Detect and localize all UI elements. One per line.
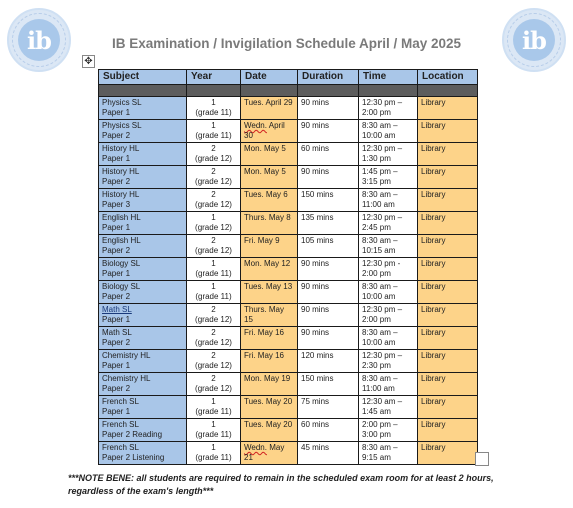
grade-value: (grade 12) (195, 200, 232, 209)
subject-name: History HL (102, 167, 140, 176)
date-value: Tues. May 20 (244, 397, 293, 406)
location-value: Library (421, 98, 446, 107)
year-cell (187, 350, 241, 373)
subject-cell (99, 373, 187, 396)
time-value: 8:30 am – 11:00 am (362, 374, 398, 393)
year-value: 1 (211, 420, 216, 429)
header-band-row (99, 85, 478, 97)
location-cell (418, 235, 478, 258)
year-cell (187, 212, 241, 235)
table-row (99, 212, 478, 235)
date-cell (241, 396, 298, 419)
location-value: Library (421, 351, 446, 360)
duration-value: 60 mins (301, 420, 330, 429)
subject-name: French SL (102, 443, 139, 452)
location-value: Library (421, 190, 446, 199)
subject-cell (99, 166, 187, 189)
date-cell (241, 166, 298, 189)
grade-value: (grade 11) (195, 108, 232, 117)
subject-paper: Paper 1 (102, 108, 131, 117)
duration-value: 90 mins (301, 305, 330, 314)
band-cell (241, 85, 298, 97)
year-cell (187, 258, 241, 281)
date-cell (241, 327, 298, 350)
duration-value: 90 mins (301, 121, 330, 130)
location-value: Library (421, 305, 446, 314)
time-value: 12:30 pm – 2:45 pm (362, 213, 403, 232)
table-row (99, 350, 478, 373)
grade-value: (grade 12) (195, 338, 232, 347)
duration-value: 90 mins (301, 328, 330, 337)
table-row (99, 235, 478, 258)
time-value: 12:30 pm - 2:00 pm (362, 259, 401, 278)
time-value: 12:30 pm – 1:30 pm (362, 144, 403, 163)
table-row (99, 189, 478, 212)
band-cell (418, 85, 478, 97)
time-cell (359, 189, 418, 212)
year-cell (187, 97, 241, 120)
year-cell (187, 143, 241, 166)
spellcheck-word: Wedn. (244, 121, 267, 130)
duration-cell (298, 258, 359, 281)
grade-value: (grade 12) (195, 246, 232, 255)
subject-name: English HL (102, 236, 141, 245)
date-cell (241, 120, 298, 143)
time-cell (359, 281, 418, 304)
grade-value: (grade 11) (195, 430, 232, 439)
table-header-row (99, 70, 478, 85)
table-row (99, 166, 478, 189)
year-value: 1 (211, 121, 216, 130)
subject-name: Math SL (102, 328, 132, 337)
date-value: Mon. May 12 (244, 259, 291, 268)
subject-paper: Paper 2 Reading (102, 430, 163, 439)
table-row (99, 442, 478, 465)
year-value: 2 (211, 236, 216, 245)
table-row (99, 97, 478, 120)
date-value: Tues. May 6 (244, 190, 288, 199)
subject-name: English HL (102, 213, 141, 222)
date-cell (241, 350, 298, 373)
subject-paper: Paper 2 (102, 246, 131, 255)
subject-paper: Paper 2 Listening (102, 453, 165, 462)
duration-value: 90 mins (301, 167, 330, 176)
subject-name: French SL (102, 397, 139, 406)
date-value: Mon. May 19 (244, 374, 291, 383)
date-value: Fri. May 16 (244, 351, 285, 360)
subject-paper: Paper 1 (102, 223, 131, 232)
duration-value: 90 mins (301, 98, 330, 107)
subject-cell (99, 396, 187, 419)
date-cell (241, 281, 298, 304)
subject-cell (99, 327, 187, 350)
time-value: 8:30 am – 10:00 am (362, 282, 398, 301)
time-cell (359, 97, 418, 120)
header-duration: Duration (298, 70, 359, 85)
location-value: Library (421, 121, 446, 130)
grade-value: (grade 11) (195, 407, 232, 416)
year-cell (187, 120, 241, 143)
table-row (99, 258, 478, 281)
year-value: 2 (211, 305, 216, 314)
year-value: 2 (211, 144, 216, 153)
ib-logo-mark: ib (18, 19, 60, 61)
time-cell (359, 373, 418, 396)
date-cell (241, 373, 298, 396)
year-cell (187, 189, 241, 212)
date-value: Tues. May 20 (244, 420, 293, 429)
year-value: 1 (211, 98, 216, 107)
location-cell (418, 166, 478, 189)
grade-value: (grade 11) (195, 453, 232, 462)
subject-cell (99, 258, 187, 281)
subject-paper: Paper 1 (102, 407, 131, 416)
band-cell (359, 85, 418, 97)
location-value: Library (421, 259, 446, 268)
document-title: IB Examination / Invigilation Schedule April / May 2025 (111, 36, 462, 51)
location-cell (418, 143, 478, 166)
time-cell (359, 120, 418, 143)
location-value: Library (421, 374, 446, 383)
table-row (99, 281, 478, 304)
location-value: Library (421, 420, 446, 429)
duration-value: 105 mins (301, 236, 334, 245)
time-value: 12:30 am – 1:45 am (362, 397, 403, 416)
duration-value: 75 mins (301, 397, 330, 406)
subject-cell (99, 442, 187, 465)
date-value: Wedn. May 21 (244, 443, 285, 462)
duration-value: 120 mins (301, 351, 334, 360)
subject-name: Biology SL (102, 259, 141, 268)
duration-value: 90 mins (301, 282, 330, 291)
subject-name: Chemistry HL (102, 374, 151, 383)
date-value: Mon. May 5 (244, 144, 286, 153)
year-value: 1 (211, 282, 216, 291)
subject-paper: Paper 1 (102, 361, 131, 370)
footnote: ***NOTE BENE: all students are required to remain in the scheduled exam room for at least 2 hours, regardless of the exam's length*** (68, 473, 494, 496)
band-cell (298, 85, 359, 97)
subject-name: Physics SL (102, 98, 142, 107)
table-row (99, 396, 478, 419)
table-row (99, 143, 478, 166)
subject-cell (99, 212, 187, 235)
location-value: Library (421, 282, 446, 291)
location-cell (418, 396, 478, 419)
year-cell (187, 442, 241, 465)
year-value: 2 (211, 374, 216, 383)
time-value: 1:45 pm – 3:15 pm (362, 167, 398, 186)
subject-name[interactable]: Math SL (102, 305, 132, 314)
location-cell (418, 212, 478, 235)
year-cell (187, 281, 241, 304)
year-value: 2 (211, 190, 216, 199)
duration-cell (298, 304, 359, 327)
table-row (99, 373, 478, 396)
time-cell (359, 304, 418, 327)
subject-paper: Paper 1 (102, 154, 131, 163)
location-cell (418, 258, 478, 281)
date-cell (241, 419, 298, 442)
subject-name: History HL (102, 144, 140, 153)
time-cell (359, 350, 418, 373)
duration-cell (298, 235, 359, 258)
time-cell (359, 419, 418, 442)
time-value: 8:30 am – 10:00 am (362, 328, 398, 347)
location-cell (418, 281, 478, 304)
duration-value: 45 mins (301, 443, 330, 452)
subject-paper: Paper 1 (102, 315, 131, 324)
duration-cell (298, 97, 359, 120)
time-value: 12:30 pm – 2:00 pm (362, 98, 403, 117)
duration-value: 150 mins (301, 374, 334, 383)
date-cell (241, 143, 298, 166)
duration-cell (298, 166, 359, 189)
ib-logo-mark: ib (513, 19, 555, 61)
subject-cell (99, 189, 187, 212)
grade-value: (grade 12) (195, 315, 232, 324)
date-value: Tues. May 13 (244, 282, 293, 291)
time-value: 8:30 am – 9:15 am (362, 443, 398, 462)
date-cell (241, 97, 298, 120)
subject-cell (99, 419, 187, 442)
subject-cell (99, 120, 187, 143)
subject-name: Physics SL (102, 121, 142, 130)
band-cell (99, 85, 187, 97)
year-value: 2 (211, 351, 216, 360)
location-cell (418, 327, 478, 350)
year-value: 1 (211, 443, 216, 452)
time-value: 8:30 am – 10:00 am (362, 121, 398, 140)
duration-value: 135 mins (301, 213, 334, 222)
table-row (99, 120, 478, 143)
location-cell (418, 189, 478, 212)
date-value: Fri. May 9 (244, 236, 280, 245)
duration-cell (298, 419, 359, 442)
year-value: 1 (211, 397, 216, 406)
location-value: Library (421, 236, 446, 245)
duration-cell (298, 373, 359, 396)
duration-value: 60 mins (301, 144, 330, 153)
time-cell (359, 166, 418, 189)
duration-cell (298, 350, 359, 373)
duration-cell (298, 189, 359, 212)
location-cell (418, 442, 478, 465)
year-cell (187, 235, 241, 258)
year-cell (187, 419, 241, 442)
table-move-handle-icon[interactable]: ✥ (82, 55, 95, 68)
subject-name: French SL (102, 420, 139, 429)
duration-cell (298, 212, 359, 235)
time-cell (359, 442, 418, 465)
location-cell (418, 120, 478, 143)
location-cell (418, 350, 478, 373)
date-value: Thurs. May 8 (244, 213, 291, 222)
exam-schedule-table (98, 69, 478, 465)
year-cell (187, 396, 241, 419)
subject-cell (99, 350, 187, 373)
time-value: 12:30 pm – 2:00 pm (362, 305, 403, 324)
grade-value: (grade 12) (195, 384, 232, 393)
header-date: Date (241, 70, 298, 85)
grade-value: (grade 12) (195, 177, 232, 186)
date-cell (241, 189, 298, 212)
grade-value: (grade 12) (195, 223, 232, 232)
subject-paper: Paper 2 (102, 131, 131, 140)
subject-name: Biology SL (102, 282, 141, 291)
subject-name: History HL (102, 190, 140, 199)
location-value: Library (421, 167, 446, 176)
location-cell (418, 419, 478, 442)
time-value: 8:30 am – 11:00 am (362, 190, 398, 209)
date-value: Mon. May 5 (244, 167, 286, 176)
date-cell (241, 258, 298, 281)
band-cell (187, 85, 241, 97)
location-cell (418, 97, 478, 120)
table-resize-handle-icon[interactable] (475, 452, 489, 466)
subject-name: Chemistry HL (102, 351, 151, 360)
year-cell (187, 373, 241, 396)
time-value: 12:30 pm – 2:30 pm (362, 351, 403, 370)
table-row (99, 304, 478, 327)
grade-value: (grade 12) (195, 361, 232, 370)
location-value: Library (421, 328, 446, 337)
date-value: Thurs. May 15 (244, 305, 285, 324)
duration-cell (298, 442, 359, 465)
time-value: 2:00 pm – 3:00 pm (362, 420, 398, 439)
year-cell (187, 327, 241, 350)
time-cell (359, 143, 418, 166)
year-cell (187, 166, 241, 189)
location-cell (418, 373, 478, 396)
subject-paper: Paper 1 (102, 269, 131, 278)
subject-cell (99, 97, 187, 120)
date-cell (241, 442, 298, 465)
table-row (99, 327, 478, 350)
location-value: Library (421, 144, 446, 153)
subject-paper: Paper 2 (102, 384, 131, 393)
year-value: 1 (211, 259, 216, 268)
date-cell (241, 212, 298, 235)
subject-paper: Paper 2 (102, 292, 131, 301)
year-value: 2 (211, 328, 216, 337)
time-value: 8:30 am – 10:15 am (362, 236, 398, 255)
table-row (99, 419, 478, 442)
location-cell (418, 304, 478, 327)
location-value: Library (421, 213, 446, 222)
duration-value: 90 mins (301, 259, 330, 268)
grade-value: (grade 12) (195, 154, 232, 163)
location-value: Library (421, 397, 446, 406)
duration-cell (298, 143, 359, 166)
header-subject: Subject (99, 70, 187, 85)
time-cell (359, 235, 418, 258)
subject-cell (99, 143, 187, 166)
location-value: Library (421, 443, 446, 452)
time-cell (359, 396, 418, 419)
header-location: Location (418, 70, 478, 85)
subject-cell (99, 281, 187, 304)
date-value: Wedn. April 30 (244, 121, 285, 140)
duration-cell (298, 120, 359, 143)
date-value: Tues. April 29 (244, 98, 293, 107)
duration-cell (298, 327, 359, 350)
date-value: Fri. May 16 (244, 328, 285, 337)
grade-value: (grade 11) (195, 131, 232, 140)
year-value: 1 (211, 213, 216, 222)
grade-value: (grade 11) (195, 269, 232, 278)
header-year: Year (187, 70, 241, 85)
year-value: 2 (211, 167, 216, 176)
header-time: Time (359, 70, 418, 85)
duration-cell (298, 396, 359, 419)
subject-cell (99, 304, 187, 327)
subject-paper: Paper 2 (102, 177, 131, 186)
year-cell (187, 304, 241, 327)
duration-cell (298, 281, 359, 304)
subject-paper: Paper 2 (102, 338, 131, 347)
subject-paper: Paper 3 (102, 200, 131, 209)
duration-value: 150 mins (301, 190, 334, 199)
spellcheck-word: Wedn. (244, 443, 267, 452)
subject-cell (99, 235, 187, 258)
time-cell (359, 212, 418, 235)
grade-value: (grade 11) (195, 292, 232, 301)
date-cell (241, 235, 298, 258)
date-cell (241, 304, 298, 327)
time-cell (359, 258, 418, 281)
time-cell (359, 327, 418, 350)
